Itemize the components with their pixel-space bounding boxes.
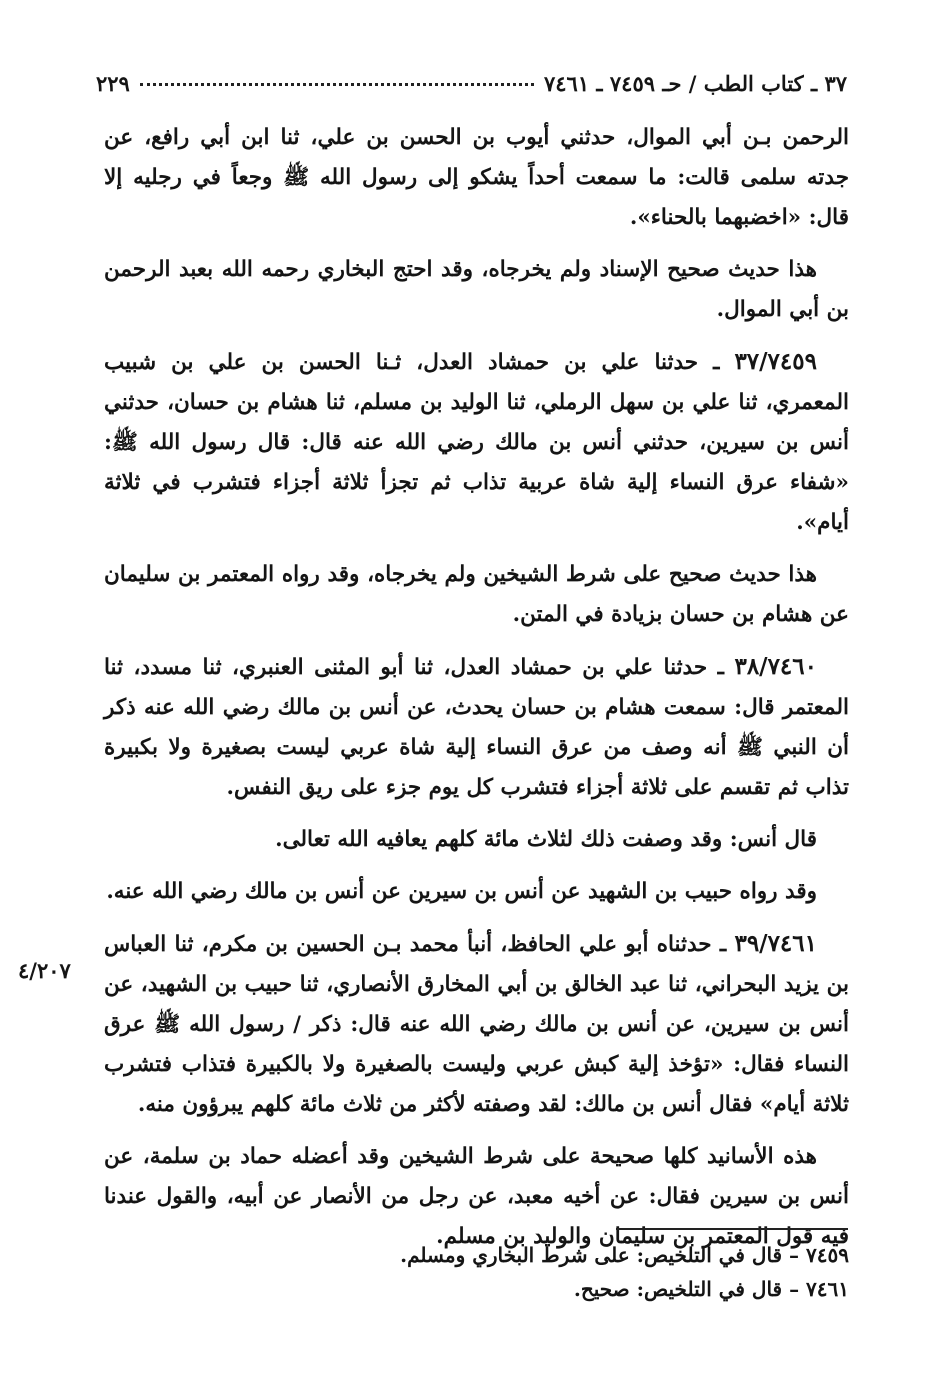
running-title: ٣٧ ـ كتاب الطب / حـ ٧٤٥٩ ـ ٧٤٦١ xyxy=(544,70,847,96)
footnote-7459: ٧٤٥٩ – قال في التلخيص: على شرط البخاري ومسلم. xyxy=(400,1243,849,1267)
paragraph-habib-narration: وقد رواه حبيب بن الشهيد عن أنس بن سيرين عن أنس بن مالك رضي الله عنه. xyxy=(106,879,817,904)
hadith-7460 xyxy=(104,647,849,808)
paragraph-comment-3: هذه الأسانيد كلها صحيحة على شرط الشيخين وقد أعضله حماد بن سلمة، عن أنس بن سيرين فقال: عن أخيه معبد، عن رجل من الأنصار عن أبيه، والقول عندنا فيه قول المعتمر بن سليمان والوليد بن مسلم. xyxy=(104,1144,849,1249)
paragraph-comment-1: هذا حديث صحيح الإسناد ولم يخرجاه، وقد احتج البخاري رحمه الله بعبد الرحمن بن أبي الموال. xyxy=(104,257,849,322)
hadith-text: ـ حدثنا علي بن حمشاد العدل، ثنا أبو المثنى العنبري، ثنا مسدد، ثنا المعتمر قال: سمعت هشام بن حسان يحدث، عن أنس بن مالك رضي الله عنه ذكر أن النبي ﷺ أنه وصف من عرق النساء إلية شاة عربي ليست بصغيرة ولا بكبيرة تذاب ثم تقسم على ثلاثة أجزاء فتشرب كل يوم جزء على ريق النفس. xyxy=(104,655,849,800)
hadith-number: ٣٩/٧٤٦١ xyxy=(734,930,817,957)
footnote-divider xyxy=(616,1228,848,1230)
hadith-7461 xyxy=(104,924,849,1125)
page-header xyxy=(96,66,847,100)
footnote-7461: ٧٤٦١ – قال في التلخيص: صحيح. xyxy=(573,1277,849,1301)
paragraph-anas-saying: قال أنس: وقد وصفت ذلك لثلاث مائة كلهم يعافيه الله تعالى. xyxy=(275,827,817,852)
page-number: ٢٢٩ xyxy=(96,70,130,96)
paragraph-continuation: الرحمن بـن أبي الموال، حدثني أيوب بن الحسن بن علي، ثنا ابن أبي رافع، عن جدته سلمى قالت: ما سمعت أحداً يشكو إلى رسول الله ﷺ وجعاً في رجليه إلا قال: «اخضبهما بالحناء». xyxy=(104,125,849,230)
main-text xyxy=(104,118,849,1269)
hadith-text: ـ حدثناه أبو علي الحافظ، أنبأ محمد بـن الحسين بن مكرم، ثنا العباس بن يزيد البحراني، ثنا عبد الخالق بن أبي المخارق الأنصاري، ثنا حبيب بن الشهيد، عن أنس بن سيرين، عن أنس بن مالك رضي الله عنه قال: ذكر / رسول الله ﷺ عرق النساء فقال: «تؤخذ إلية كبش عربي وليست بالصغيرة ولا بالكبيرة فتذاب فتشرب ثلاثة أيام» فقال أنس بن مالك: لقد وصفته لأكثر من ثلاث مائة كلهم يبرؤون منه. xyxy=(104,932,849,1117)
hadith-text: ـ حدثنا علي بن حمشاد العدل، ثـنا الحسن بن علي بن شبيب المعمري، ثنا علي بن سهل الرملي، ثنا الوليد بن مسلم، ثنا هشام بن حسان، حدثني أنس بن سيرين، حدثني أنس بن مالك رضي الله عنه قال: قال رسول الله ﷺ: «شفاء عرق النساء إلية شاة عربية تذاب ثم تجزأ ثلاثة أجزاء فتشرب في ثلاثة أيام». xyxy=(104,350,849,535)
hadith-number: ٣٨/٧٤٦٠ xyxy=(734,653,817,680)
footnotes xyxy=(300,1238,849,1306)
margin-reference: ٤/٢٠٧ xyxy=(18,958,71,983)
paragraph-comment-2: هذا حديث صحيح على شرط الشيخين ولم يخرجاه، وقد رواه المعتمر بن سليمان عن هشام بن حسان بزيادة في المتن. xyxy=(104,562,849,627)
hadith-number: ٣٧/٧٤٥٩ xyxy=(734,348,817,375)
leader-dots xyxy=(140,81,534,86)
hadith-7459 xyxy=(104,342,849,543)
